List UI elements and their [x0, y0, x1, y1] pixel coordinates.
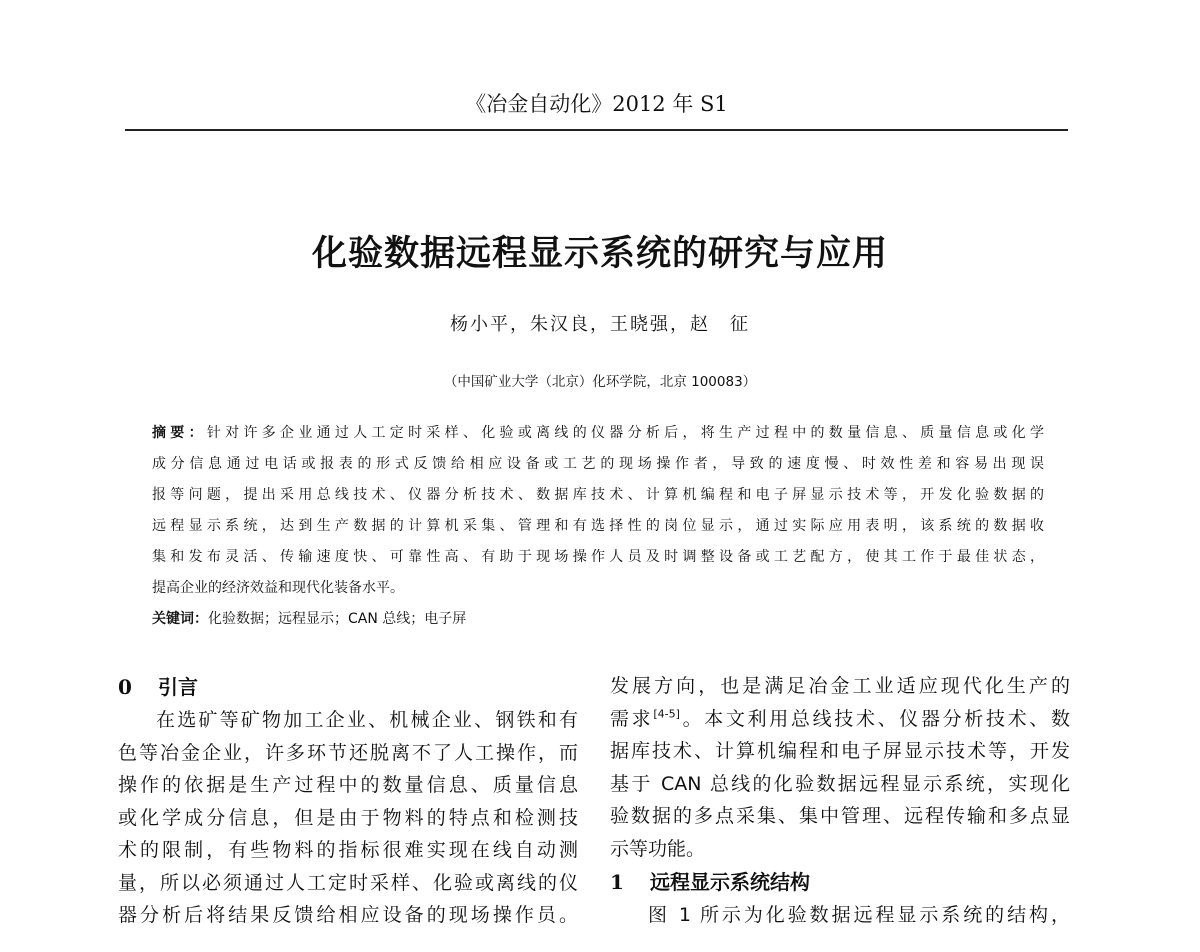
- abstract: [152, 418, 1044, 635]
- body-line: 基于 CAN 总线的化验数据远程显示系统，实现化: [610, 772, 1070, 795]
- authors: 杨小平，朱汉良，王晓强，赵 征: [450, 314, 750, 335]
- keywords: [152, 604, 1044, 635]
- body-line: 据库技术、计算机编程和电子屏显示技术等，开发: [610, 740, 1070, 762]
- body-line: 发展方向，也是满足冶金工业适应现代化生产的: [610, 675, 1070, 697]
- abstract-line: 摘要：针对许多企业通过人工定时采样、化验或离线的仪器分析后，将生产过程中的数量信息、质量信息或化学: [152, 425, 1044, 441]
- section-heading: 1 远程显示系统结构: [610, 870, 810, 894]
- abstract-line: 远程显示系统，达到生产数据的计算机采集、管理和有选择性的岗位显示，通过实际应用表明，该系统的数据收: [152, 518, 1044, 534]
- paper-title: 化验数据远程显示系统的研究与应用: [311, 234, 888, 274]
- body-line: 操作的依据是生产过程中的数量信息、质量信息: [118, 774, 578, 796]
- body-line: 术的限制，有些物料的指标很难实现在线自动测: [118, 839, 578, 861]
- keywords-label: 关键词：: [152, 611, 208, 627]
- left-column: [118, 670, 578, 932]
- body-line: 在选矿等矿物加工企业、机械企业、钢铁和有: [156, 709, 578, 731]
- citation: [4-5]: [653, 707, 680, 721]
- keywords-text: 化验数据；远程显示；CAN 总线；电子屏: [208, 611, 467, 627]
- body-line: 量，所以必须通过人工定时采样、化验或离线的仪: [118, 871, 578, 894]
- abstract-line: 集和发布灵活、传输速度快、可靠性高、有助于现场操作人员及时调整设备或工艺配方，使其工作于最佳状态，: [152, 549, 1044, 565]
- section-heading: 0 引言: [118, 675, 198, 699]
- abstract-line: 报等问题，提出采用总线技术、仪器分析技术、数据库技术、计算机编程和电子屏显示技术等，开发化验数据的: [152, 487, 1044, 503]
- abstract-label: 摘要：: [152, 425, 207, 441]
- abstract-line: 成分信息通过电话或报表的形式反馈给相应设备或工艺的现场操作者，导致的速度慢、时效性差和容易出现误: [152, 456, 1044, 472]
- body-line: 色等冶金企业，许多环节还脱离不了人工操作，而: [118, 741, 578, 764]
- header-rule: [125, 129, 1068, 131]
- body-line: 示等功能。: [610, 837, 706, 860]
- right-column: [610, 670, 1070, 932]
- body-line: 器分析后将结果反馈给相应设备的现场操作员。: [118, 904, 578, 926]
- body-line: 需求[4-5]。本文利用总线技术、仪器分析技术、数: [610, 707, 1070, 730]
- body-line: 或化学成分信息，但是由于物料的特点和检测技: [118, 806, 578, 829]
- journal-header: 《冶金自动化》2012 年 S1: [465, 92, 728, 116]
- body-line: 图 1 所示为化验数据远程显示系统的结构，: [648, 904, 1070, 926]
- affiliation: （中国矿业大学（北京）化环学院，北京 100083）: [443, 374, 757, 390]
- abstract-line: 提高企业的经济效益和现代化装备水平。: [152, 580, 404, 596]
- body-line: 验数据的多点采集、集中管理、远程传输和多点显: [610, 805, 1070, 827]
